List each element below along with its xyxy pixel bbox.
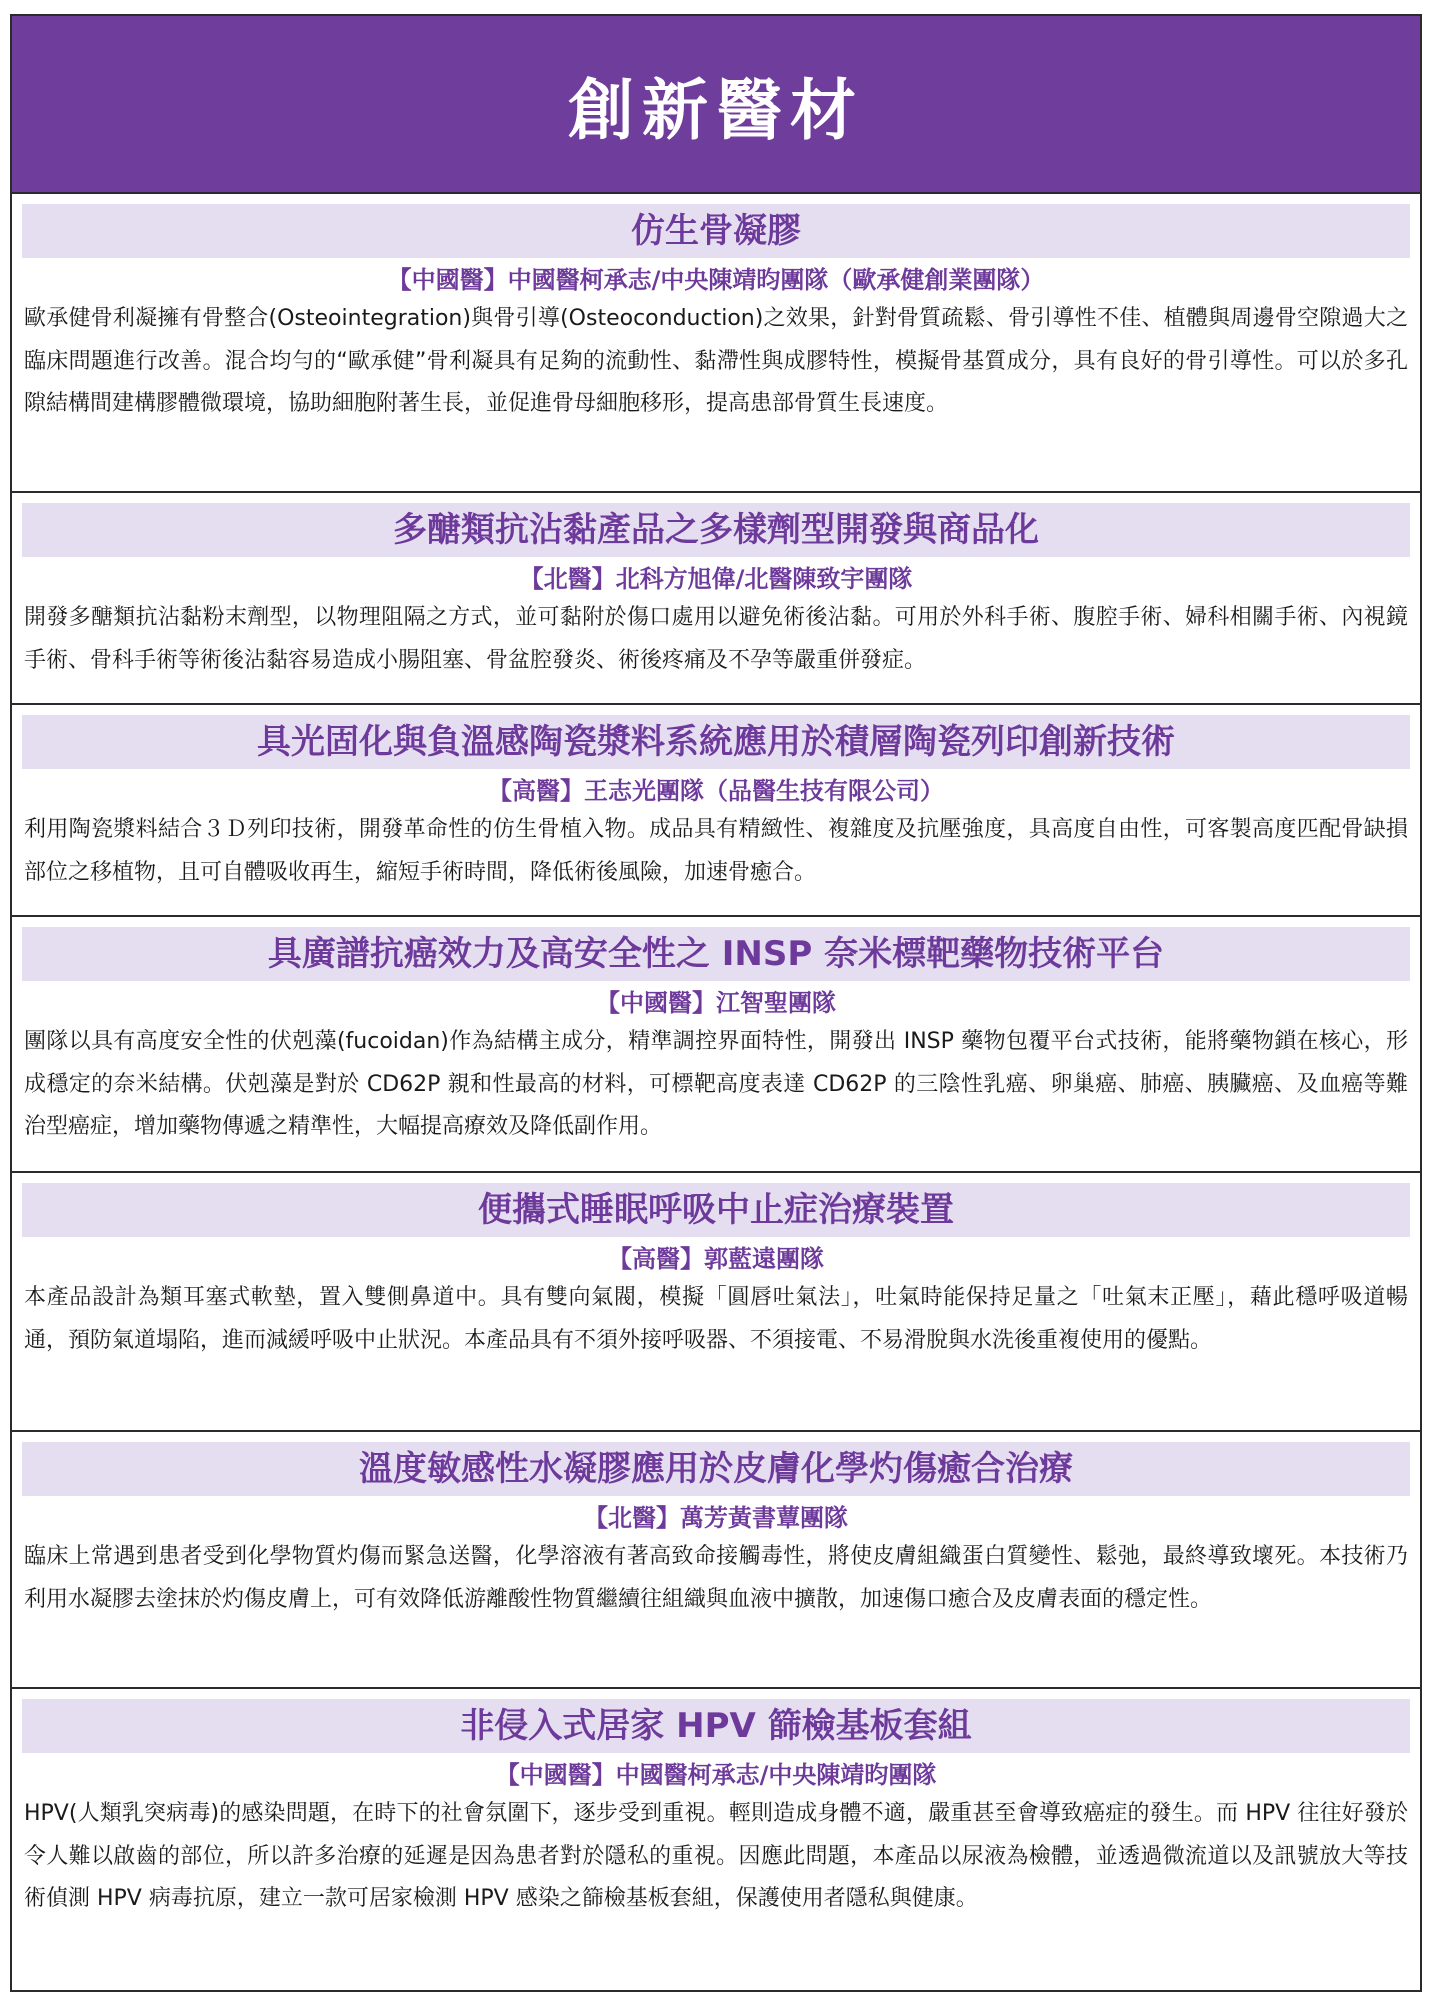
entry-title: 具廣譜抗癌效力及高安全性之 INSP 奈米標靶藥物技術平台 <box>22 927 1410 981</box>
entry-description: 開發多醣類抗沾黏粉末劑型，以物理阻隔之方式，並可黏附於傷口處用以避免術後沾黏。可用於外科手術、腹腔手術、婦科相關手術、內視鏡手術、骨科手術等術後沾黏容易造成小腸阻塞、骨盆腔發炎、術後疼痛及不孕等嚴重併發症。 <box>24 605 1408 673</box>
page-title: 創新醫材 <box>568 71 864 149</box>
entry-description: 本產品設計為類耳塞式軟墊，置入雙側鼻道中。具有雙向氣閥，模擬「圓唇吐氣法」，吐氣時能保持足量之「吐氣末正壓」，藉此穩呼吸道暢通，預防氣道塌陷，進而減緩呼吸中止狀況。本產品具有不須外接呼吸器、不須接電、不易滑脫與水洗後重複使用的優點。 <box>24 1285 1408 1353</box>
entry-title: 仿生骨凝膠 <box>22 204 1410 258</box>
header-banner <box>12 16 1420 194</box>
entry-description: HPV(人類乳突病毒)的感染問題，在時下的社會氛圍下，逐步受到重視。輕則造成身體不適，嚴重甚至會導致癌症的發生。而 HPV 往往好發於令人難以啟齒的部位，所以許多治療的延遲是因為患者對於隱私的重視。因應此問題，本產品以尿液為檢體，並透過微流道以及訊號放大等技術偵測 HPV 病毒抗原，建立一款可居家檢測 HPV 感染之篩檢基板套組，保護使用者隱私與健康。 <box>24 1801 1408 1911</box>
entry-team: 【北醫】北科方旭偉/北醫陳致宇團隊 <box>519 565 913 593</box>
entry-description: 臨床上常遇到患者受到化學物質灼傷而緊急送醫，化學溶液有著高致命接觸毒性，將使皮膚組織蛋白質變性、鬆弛，最終導致壞死。本技術乃利用水凝膠去塗抹於灼傷皮膚上，可有效降低游離酸性物質繼續往組織與血液中擴散，加速傷口癒合及皮膚表面的穩定性。 <box>24 1544 1408 1612</box>
entry-list <box>12 194 1420 1990</box>
entry-description: 歐承健骨利凝擁有骨整合(Osteointegration)與骨引導(Osteoconduction)之效果，針對骨質疏鬆、骨引導性不佳、植體與周邊骨空隙過大之臨床問題進行改善。混合均勻的“歐承健”骨利凝具有足夠的流動性、黏滯性與成膠特性，模擬骨基質成分，具有良好的骨引導性。可以於多孔隙結構間建構膠體微環境，協助細胞附著生長，並促進骨母細胞移形，提高患部骨質生長速度。 <box>24 306 1408 416</box>
entry-hydrogel-burn <box>12 1432 1420 1689</box>
entry-title: 便攜式睡眠呼吸中止症治療裝置 <box>22 1183 1410 1237</box>
entry-team: 【高醫】王志光團隊（品醫生技有限公司） <box>488 777 944 805</box>
entry-team: 【北醫】萬芳黃書蕈團隊 <box>584 1504 848 1532</box>
entry-team: 【高醫】郭藍遠團隊 <box>608 1245 824 1273</box>
entry-description: 團隊以具有高度安全性的伏剋藻(fucoidan)作為結構主成分，精準調控界面特性，開發出 INSP 藥物包覆平台式技術，能將藥物鎖在核心，形成穩定的奈米結構。伏剋藻是對於 CD62P 親和性最高的材料，可標靶高度表達 CD62P 的三陰性乳癌、卵巢癌、肺癌、胰臟癌、及血癌等難治型癌症，增加藥物傳遞之精準性，大幅提高療效及降低副作用。 <box>24 1029 1408 1139</box>
entry-insp-platform <box>12 917 1420 1173</box>
entry-title: 溫度敏感性水凝膠應用於皮膚化學灼傷癒合治療 <box>22 1442 1410 1496</box>
entry-description: 利用陶瓷漿料結合３Ｄ列印技術，開發革命性的仿生骨植入物。成品具有精緻性、複雜度及抗壓強度，具高度自由性，可客製高度匹配骨缺損部位之移植物，且可自體吸收再生，縮短手術時間，降低術後風險，加速骨癒合。 <box>24 817 1408 885</box>
entry-team: 【中國醫】中國醫柯承志/中央陳靖昀團隊（歐承健創業團隊） <box>387 266 1045 294</box>
entry-team: 【中國醫】中國醫柯承志/中央陳靖昀團隊 <box>495 1761 937 1789</box>
entry-title: 具光固化與負溫感陶瓷漿料系統應用於積層陶瓷列印創新技術 <box>22 715 1410 769</box>
entry-sleep-apnea-device <box>12 1173 1420 1432</box>
entry-title: 多醣類抗沾黏產品之多樣劑型開發與商品化 <box>22 503 1410 557</box>
entry-team: 【中國醫】江智聖團隊 <box>596 989 836 1017</box>
entry-hpv-kit <box>12 1689 1420 1990</box>
page-frame <box>10 14 1422 1992</box>
entry-title: 非侵入式居家 HPV 篩檢基板套組 <box>22 1699 1410 1753</box>
entry-anti-adhesion <box>12 493 1420 705</box>
entry-ceramic-printing <box>12 705 1420 917</box>
entry-bone-gel <box>12 194 1420 493</box>
